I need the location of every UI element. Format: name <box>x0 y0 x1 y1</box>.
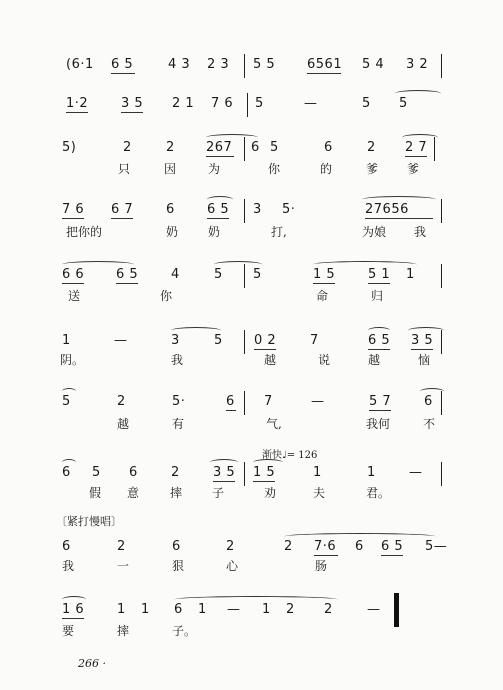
score-row-6 <box>0 334 503 370</box>
underline <box>213 481 235 482</box>
lyric: 命 <box>316 289 329 303</box>
underline <box>226 410 236 411</box>
note: 6561 <box>307 57 343 72</box>
note: — <box>367 602 381 617</box>
note: 6 <box>166 202 175 217</box>
note: 2 <box>117 394 126 409</box>
note: 6 <box>226 394 235 409</box>
underline <box>62 283 84 284</box>
note: 2 <box>226 539 235 554</box>
note: 2 <box>123 140 132 155</box>
note: 5 <box>362 96 371 111</box>
note: 7·6 <box>314 539 337 554</box>
barline <box>247 93 248 117</box>
note: 6 <box>62 539 71 554</box>
lyric: 劝 <box>264 486 277 500</box>
note: 3 <box>171 333 180 348</box>
page-number: 266 · <box>78 657 106 670</box>
note: 2 3 <box>207 57 230 72</box>
note: 6 <box>424 394 433 409</box>
barline <box>244 54 245 78</box>
lyric: 把你的 <box>66 225 103 239</box>
score-row-1 <box>0 58 503 94</box>
score-row-4 <box>0 203 503 239</box>
underline <box>314 555 338 556</box>
note: 0 2 <box>254 333 277 348</box>
barline <box>244 330 245 354</box>
underline <box>381 555 403 556</box>
note: 5 4 <box>362 57 385 72</box>
note: 6 6 <box>62 267 85 282</box>
note: — <box>304 96 318 111</box>
lyric: 越 <box>368 353 381 367</box>
underline <box>369 410 391 411</box>
slur <box>368 327 390 334</box>
note: 5· <box>282 202 296 217</box>
note: 6 5 <box>116 267 139 282</box>
slur <box>408 327 444 334</box>
lyric: 越 <box>264 353 277 367</box>
underline <box>207 218 229 219</box>
note: 7 <box>264 394 273 409</box>
note: 3 2 <box>406 57 429 72</box>
lyric: 夫 <box>313 486 326 500</box>
note: 1 <box>198 602 207 617</box>
note: 3 5 <box>213 465 236 480</box>
lyric: 要 <box>62 624 75 638</box>
lyric: 我何 <box>366 417 391 431</box>
underline <box>365 218 433 219</box>
note: 2 <box>324 602 333 617</box>
underline <box>66 112 88 113</box>
note: 27656 <box>365 202 409 217</box>
lyric: 奶 <box>166 225 179 239</box>
note: 1 5 <box>313 267 336 282</box>
underline <box>254 349 276 350</box>
note: — <box>409 465 423 480</box>
lyric: 为 <box>208 162 221 176</box>
note: 267 <box>206 140 233 155</box>
lyric: 说 <box>318 353 331 367</box>
underline <box>111 218 133 219</box>
barline <box>441 54 442 78</box>
barline <box>441 199 442 223</box>
underline <box>253 481 275 482</box>
underline <box>405 156 427 157</box>
slur <box>62 388 76 395</box>
note: 6 <box>355 539 364 554</box>
lyric: 你 <box>160 289 173 303</box>
underline <box>116 283 138 284</box>
score-row-8 <box>0 466 503 502</box>
lyric: 子 <box>212 486 225 500</box>
note: — <box>227 602 241 617</box>
note: 5— <box>425 539 448 554</box>
final-barline <box>394 593 399 627</box>
barline <box>441 462 442 486</box>
lyric: 狠 <box>172 559 185 573</box>
lyric: 我 <box>414 225 427 239</box>
lyric: 我 <box>171 353 184 367</box>
lyric: 归 <box>371 289 384 303</box>
note: 2 <box>166 140 175 155</box>
note: 5 <box>253 267 262 282</box>
slur <box>62 459 76 466</box>
note: 1 <box>141 602 150 617</box>
note: 2 1 <box>172 96 195 111</box>
note: 4 <box>171 267 180 282</box>
lyric: 越 <box>117 417 130 431</box>
lyric: 我 <box>62 559 75 573</box>
lyric: 假 <box>89 486 102 500</box>
underline <box>307 73 341 74</box>
note: 5 <box>255 96 264 111</box>
note: 3 <box>253 202 262 217</box>
note: 7 6 <box>62 202 85 217</box>
note: 6 5 <box>207 202 230 217</box>
note: — <box>311 394 325 409</box>
slur <box>214 261 262 268</box>
barline <box>244 391 245 415</box>
note: 7 6 <box>211 96 234 111</box>
underline <box>206 156 234 157</box>
note: 6 <box>62 465 71 480</box>
lyric: 的 <box>320 162 333 176</box>
note: 1 <box>406 267 415 282</box>
lyric: 气, <box>266 417 282 431</box>
lyric: 打, <box>271 225 287 239</box>
note: 5 1 <box>368 267 391 282</box>
slur <box>284 533 436 540</box>
underline <box>111 73 135 74</box>
note: 6 7 <box>111 202 134 217</box>
slur <box>313 261 417 268</box>
note: 2 <box>367 140 376 155</box>
lyric: 子。 <box>172 624 197 638</box>
lyric: 送 <box>68 289 81 303</box>
note: 7 <box>310 333 319 348</box>
score-row-10 <box>0 603 503 639</box>
note: 1 <box>367 465 376 480</box>
lyric: 摔 <box>117 624 130 638</box>
slur <box>395 90 441 97</box>
underline <box>368 283 390 284</box>
note: 2 <box>117 539 126 554</box>
lyric: 为娘 <box>362 225 387 239</box>
note: 1 5 <box>253 465 276 480</box>
barline <box>244 462 245 486</box>
note: 5 <box>399 96 408 111</box>
lyric: 因 <box>164 162 177 176</box>
performance-direction: 〔紧打慢唱〕 <box>56 515 122 528</box>
note: 5 <box>92 465 101 480</box>
note: 2 <box>284 539 293 554</box>
note: 5 <box>62 394 71 409</box>
score-row-7 <box>0 395 503 431</box>
note: 6 <box>324 140 333 155</box>
slur <box>402 134 438 141</box>
lyric: 阴。 <box>60 353 85 367</box>
slur <box>253 459 283 466</box>
note: 1 <box>62 333 71 348</box>
note: 1·2 <box>66 96 89 111</box>
note: 6 <box>129 465 138 480</box>
note: 5 7 <box>369 394 392 409</box>
underline <box>313 283 335 284</box>
lyric: 只 <box>118 162 131 176</box>
slur <box>420 388 444 395</box>
underline <box>62 618 84 619</box>
note: 1 6 <box>62 602 85 617</box>
slur <box>362 196 436 203</box>
lyric: 不 <box>423 417 436 431</box>
underline <box>368 349 390 350</box>
lyric: 肠 <box>315 559 328 573</box>
lyric: 君。 <box>366 486 391 500</box>
note: 5 <box>270 140 279 155</box>
underline <box>411 349 433 350</box>
note: (6·1 <box>66 57 94 72</box>
note: 1 <box>313 465 322 480</box>
lyric: 爹 <box>407 162 420 176</box>
lyric: 有 <box>172 417 185 431</box>
score-row-5 <box>0 268 503 304</box>
lyric: 爹 <box>366 162 379 176</box>
note: 6 <box>251 140 260 155</box>
lyric: 恼 <box>418 353 431 367</box>
lyric: 奶 <box>208 225 221 239</box>
barline <box>441 264 442 288</box>
note: 4 3 <box>168 57 191 72</box>
note: 1 <box>262 602 271 617</box>
note: 3 5 <box>411 333 434 348</box>
slur <box>206 134 258 141</box>
note: 6 5 <box>111 57 134 72</box>
score-row-9 <box>0 540 503 576</box>
note: 2 7 <box>405 140 428 155</box>
note: 6 5 <box>381 539 404 554</box>
note: 5 <box>214 333 223 348</box>
slur <box>207 196 233 203</box>
note: 3 5 <box>121 96 144 111</box>
note: 5 <box>214 267 223 282</box>
quarter-note-icon: ♩ <box>282 450 287 461</box>
note: 5) <box>62 140 77 155</box>
note: 5 5 <box>253 57 276 72</box>
note: 2 <box>286 602 295 617</box>
lyric: 摔 <box>170 486 183 500</box>
tempo-text: 渐快 <box>262 450 282 461</box>
note: 5· <box>172 394 186 409</box>
tempo-value: = 126 <box>286 450 318 461</box>
underline <box>62 218 84 219</box>
slur <box>171 327 221 334</box>
note: 1 <box>117 602 126 617</box>
note: 6 <box>174 602 183 617</box>
slur <box>210 459 238 466</box>
note: 6 5 <box>368 333 391 348</box>
lyric: 一 <box>117 559 130 573</box>
note: — <box>114 333 128 348</box>
lyric: 心 <box>226 559 239 573</box>
slur <box>62 261 134 268</box>
slur <box>62 596 86 603</box>
score-row-2 <box>0 97 503 133</box>
score-row-3 <box>0 141 503 177</box>
lyric: 意 <box>127 486 140 500</box>
note: 6 <box>172 539 181 554</box>
note: 2 <box>171 465 180 480</box>
underline <box>121 112 143 113</box>
barline <box>244 199 245 223</box>
slur <box>174 596 338 603</box>
lyric: 你 <box>268 162 281 176</box>
